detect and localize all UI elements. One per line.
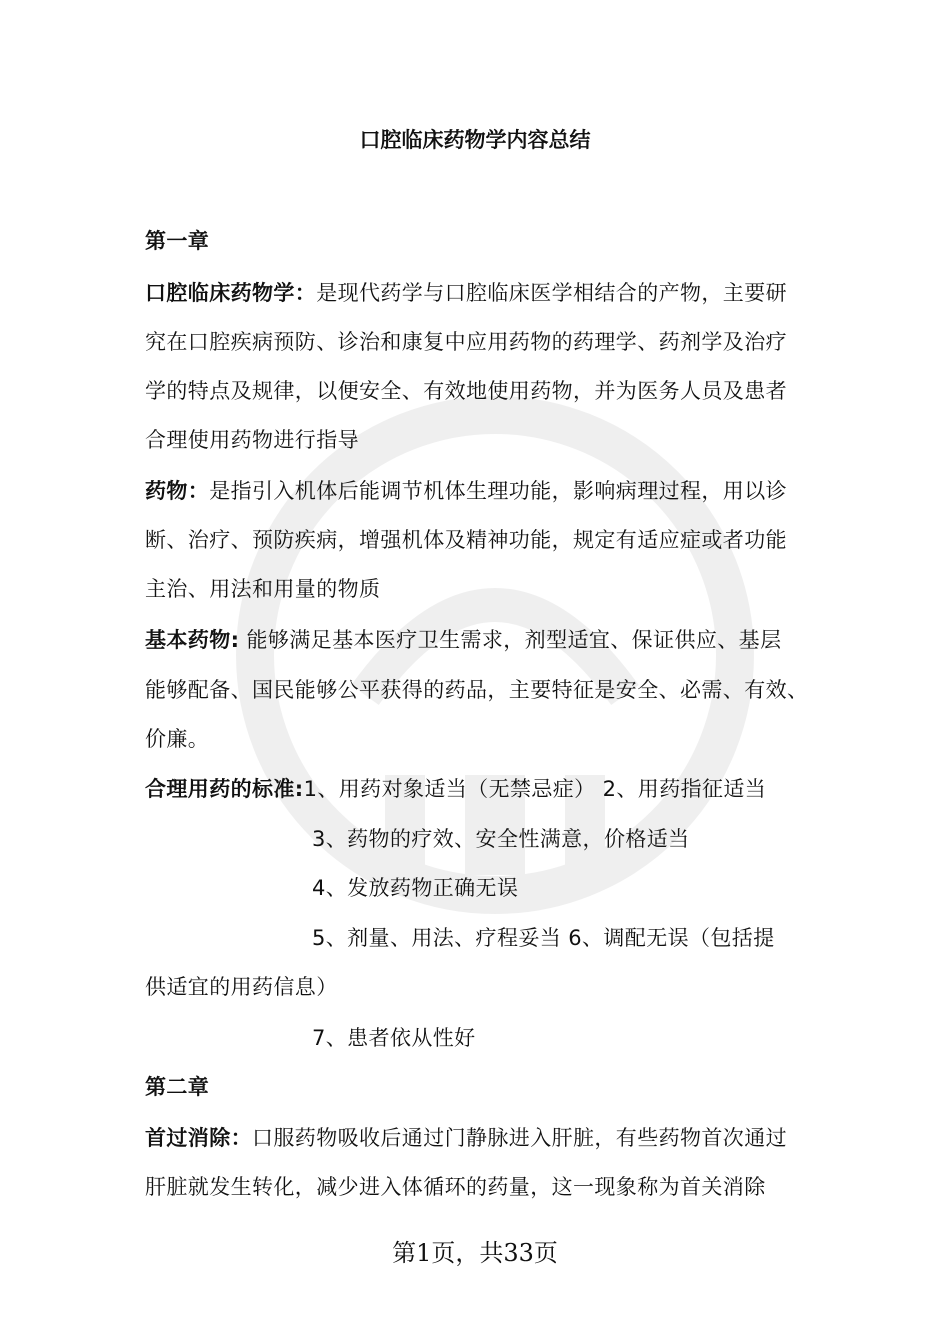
paragraph-line: 供适宜的用药信息） bbox=[145, 975, 338, 999]
term-label: 口腔临床药物学： bbox=[145, 281, 317, 305]
definition-text: 是现代药学与口腔临床医学相结合的产物，主要研 bbox=[316, 281, 788, 305]
paragraph-line: 究在口腔疾病预防、诊治和康复中应用药物的药理学、药剂学及治疗 bbox=[145, 330, 787, 354]
paragraph-line bbox=[145, 278, 810, 308]
paragraph-line: 价廉。 bbox=[145, 727, 210, 751]
paragraph-line bbox=[145, 625, 810, 655]
chapter-heading-1: 第一章 bbox=[145, 229, 210, 253]
paragraph-line: 肝脏就发生转化，减少进入体循环的药量，这一现象称为首关消除 bbox=[145, 1175, 766, 1199]
paragraph-line: 断、治疗、预防疾病，增强机体及精神功能，规定有适应症或者功能 bbox=[145, 528, 787, 552]
definition-text: 口服药物吸收后通过门静脉进入肝脏，有些药物首次通过 bbox=[252, 1126, 787, 1150]
document-title: 口腔临床药物学内容总结 bbox=[359, 128, 591, 152]
term-label: 合理用药的标准: bbox=[145, 777, 304, 801]
term-label: 基本药物: bbox=[145, 628, 240, 652]
list-item: 7、患者依从性好 bbox=[312, 1026, 476, 1050]
definition-text: 能够满足基本医疗卫生需求，剂型适宜、保证供应、基层 bbox=[239, 628, 782, 652]
paragraph-line: 能够配备、国民能够公平获得的药品，主要特征是安全、必需、有效、 bbox=[145, 678, 809, 702]
paragraph-line: 主治、用法和用量的物质 bbox=[145, 577, 381, 601]
definition-text: 1、用药对象适当（无禁忌症） 2、用药指征适当 bbox=[303, 777, 767, 801]
chapter-heading-2: 第二章 bbox=[145, 1075, 210, 1099]
list-item: 3、药物的疗效、安全性满意，价格适当 bbox=[312, 827, 690, 851]
list-item: 5、剂量、用法、疗程妥当 6、调配无误（包括提 bbox=[312, 926, 775, 950]
page-number-footer: 第1页，共33页 bbox=[392, 1239, 558, 1267]
paragraph-line bbox=[145, 1123, 810, 1153]
term-label: 药物： bbox=[145, 479, 210, 503]
paragraph-line: 合理使用药物进行指导 bbox=[145, 428, 359, 452]
paragraph-line bbox=[145, 774, 810, 804]
term-label: 首过消除： bbox=[145, 1126, 252, 1150]
definition-text: 是指引入机体后能调节机体生理功能，影响病理过程，用以诊 bbox=[209, 479, 788, 503]
paragraph-line: 学的特点及规律，以便安全、有效地使用药物，并为医务人员及患者 bbox=[145, 379, 787, 403]
list-item: 4、发放药物正确无误 bbox=[312, 876, 519, 900]
paragraph-line bbox=[145, 476, 810, 506]
